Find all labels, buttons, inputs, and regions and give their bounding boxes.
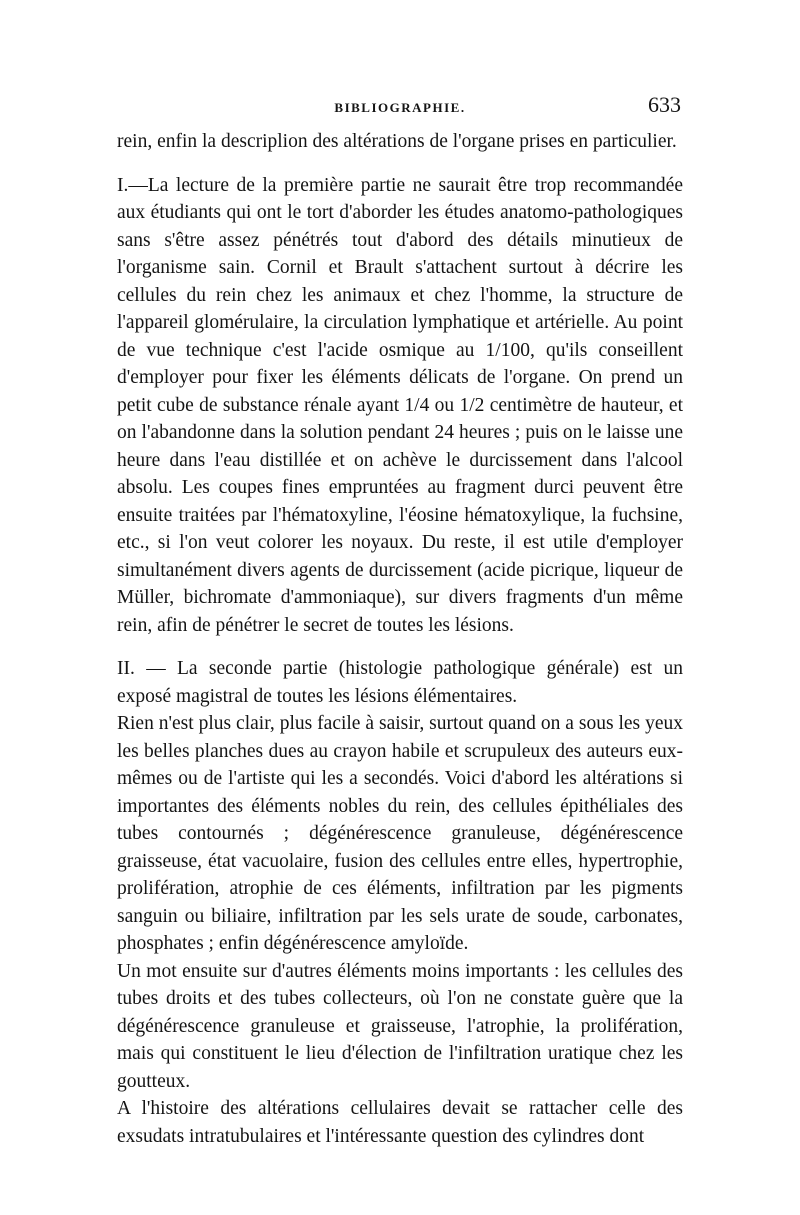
paragraph-cell-alterations: Rien n'est plus clair, plus facile à saisir, surtout quand on a sous les yeux les belles planches dues au crayon habile et scrupuleux des auteurs eux-mêmes ou de l'artiste qui les a secondés. Voici d'abord les altérations si importantes des éléments nobles du rein, des cellules épithéliales des tubes contournés ; dégénérescence granuleuse, dégénérescence graisseuse, état vacuolaire, fusion des cellules entre elles, hypertrophie, prolifération, atrophie de ces éléments, infiltration par les pigments sanguin ou biliaire, infiltration par les sels urate de soude, carbonates, phosphates ; enfin dégénérescence amyloïde. [117,713,683,954]
body-text [117,128,683,1150]
running-title: BIBLIOGRAPHIE. [334,100,466,115]
page-header [117,92,683,122]
paragraph-part-one: I.—La lecture de la première partie ne saurait être trop recommandée aux étudiants qui ont le tort d'aborder les études anatomo-pathologiques sans s'être assez pénétrés tout d'abord des détails minutieux de l'organisme sain. Cornil et Brault s'attachent surtout à décrire les cellules du rein chez les animaux et chez l'homme, la structure de l'appareil glomérulaire, la circulation lymphatique et artérielle. Au point de vue technique c'est l'acide osmique au 1/100, qu'ils conseillent d'employer pour fixer les éléments délicats de l'organe. On prend un petit cube de substance rénale ayant 1/4 ou 1/2 centimètre de hauteur, et on l'abandonne dans la solution pendant 24 heures ; puis on le laisse une heure dans l'eau distillée et on achève le durcissement dans l'alcool absolu. Les coupes fines empruntées au fragment durci peuvent être ensuite traitées par l'hématoxyline, l'éosine hématoxylique, la fuchsine, etc., si l'on veut colorer les noyaux. Du reste, il est utile d'employer simultanément divers agents de durcissement (acide picrique, liqueur de Müller, bichromate d'ammoniaque), sur divers fragments d'un même rein, afin de pénétrer le secret de toutes les lésions. [117,174,683,636]
page-number: 633 [648,92,681,117]
paragraph-other-elements: Un mot ensuite sur d'autres éléments moins importants : les cellules des tubes droits et des tubes collecteurs, où l'on ne constate guère que la dégénérescence granuleuse et graisseuse, l'atrophie, la prolifération, mais qui constituent le lieu d'élection de l'infiltration uratique chez les goutteux. [117,960,683,1092]
paragraph-exsudats: A l'histoire des altérations cellulaires devait se rattacher celle des exsudats intratubulaires et l'intéressante question des cylindres dont [117,1098,683,1147]
paragraph-continuation: rein, enfin la descriplion des altérations de l'organe prises en particulier. [117,131,677,152]
paragraph-part-two: II. — La seconde partie (histologie pathologique générale) est un exposé magistral de toutes les lésions élémentaires. [117,658,683,707]
